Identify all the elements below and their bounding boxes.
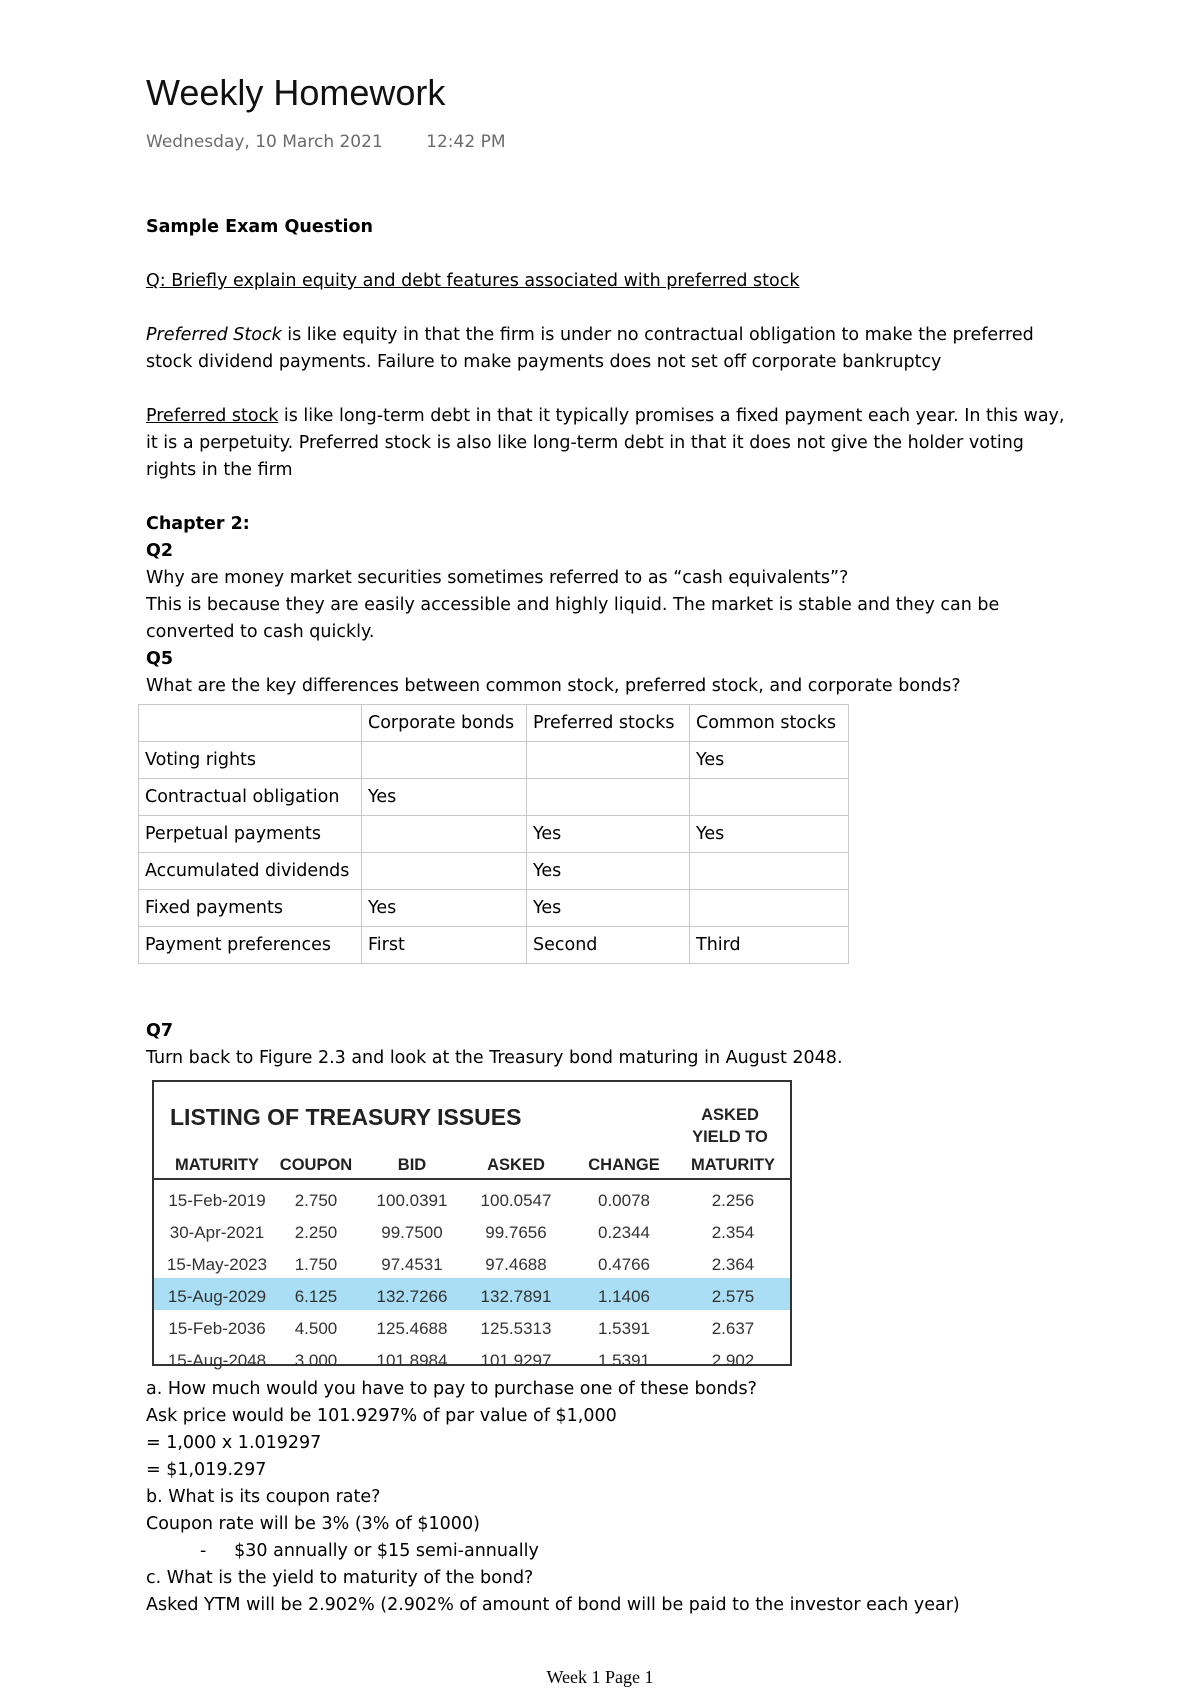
table-cell: 0.0078 — [598, 1191, 650, 1210]
table-cell: 1.5391 — [598, 1319, 650, 1338]
table-cell: 2.902 — [711, 1351, 755, 1370]
asked-yield-header — [682, 1104, 778, 1148]
table-cell: 15-Feb-2036 — [168, 1319, 266, 1338]
table-row — [154, 1342, 790, 1374]
table-row — [139, 742, 849, 779]
table-cell: Second — [527, 927, 690, 964]
table-cell — [362, 816, 527, 853]
asked-yield-line-2: YIELD TO — [692, 1128, 768, 1146]
table-cell: 2.637 — [711, 1319, 755, 1338]
table-cell: Fixed payments — [139, 890, 362, 927]
table-header-cell: Preferred stocks — [527, 705, 690, 742]
table-row — [139, 890, 849, 927]
table-cell: Yes — [527, 816, 690, 853]
table-cell: 97.4688 — [485, 1255, 547, 1274]
q5-question: What are the key differences between common stock, preferred stock, and corporate bonds? — [146, 676, 961, 696]
table-cell — [690, 779, 849, 816]
table-row — [154, 1246, 790, 1278]
table-cell: First — [362, 927, 527, 964]
table-cell: 101.9297 — [480, 1351, 552, 1370]
page-footer: Week 1 Page 1 — [546, 1667, 654, 1687]
sample-paragraph-2 — [146, 403, 1076, 484]
page-time: 12:42 PM — [426, 132, 506, 152]
table-cell: Yes — [690, 816, 849, 853]
table-cell: 1.5391 — [598, 1351, 650, 1370]
answer-b-bullet: - $30 annually or $15 semi-annually — [200, 1541, 539, 1561]
answer-a-line-3: = $1,019.297 — [146, 1460, 267, 1480]
table-cell: 132.7891 — [480, 1287, 552, 1306]
table-cell: Voting rights — [139, 742, 362, 779]
table-cell: 100.0391 — [376, 1191, 448, 1210]
column-header: MATURITY — [174, 1156, 259, 1174]
term-preferred-stock: Preferred Stock — [146, 325, 282, 345]
q7-answers — [146, 1376, 1076, 1619]
q2-label: Q2 — [146, 541, 174, 561]
term-preferred-stock-2: Preferred stock — [146, 406, 279, 426]
page-content — [146, 214, 1076, 1619]
table-cell: 3.000 — [294, 1351, 338, 1370]
column-header: MATURITY — [690, 1156, 775, 1174]
column-header: CHANGE — [588, 1156, 660, 1174]
table-cell: 15-Feb-2019 — [168, 1191, 266, 1210]
table-cell — [527, 742, 690, 779]
answer-a-question: a. How much would you have to pay to purchase one of these bonds? — [146, 1379, 757, 1399]
table-cell: Yes — [527, 890, 690, 927]
table-cell: 101.8984 — [376, 1351, 448, 1370]
table-cell: 2.364 — [711, 1255, 755, 1274]
table-row — [154, 1182, 790, 1214]
table-header-cell: Common stocks — [690, 705, 849, 742]
table-cell: 15-May-2023 — [166, 1255, 268, 1274]
table-cell: 1.750 — [294, 1255, 338, 1274]
asked-yield-line-1: ASKED — [701, 1106, 759, 1124]
answer-a-line-2: = 1,000 x 1.019297 — [146, 1433, 322, 1453]
chapter-heading: Chapter 2: — [146, 514, 250, 534]
page-title: Weekly Homework — [146, 72, 446, 113]
table-cell: 2.250 — [294, 1223, 338, 1242]
table-cell — [690, 853, 849, 890]
answer-a-line-1: Ask price would be 101.9297% of par value of $1,000 — [146, 1406, 617, 1426]
paragraph-2-text: is like long-term debt in that it typically promises a fixed payment each year. In this way, it is a perpetuity. Preferred stock is also like long-term debt in that it does not give the holder voting rights in the firm — [146, 406, 1065, 480]
q5-label: Q5 — [146, 649, 174, 669]
table-cell — [362, 853, 527, 890]
sample-question: Q: Briefly explain equity and debt features associated with preferred stock — [146, 271, 800, 291]
answer-c-line-1: Asked YTM will be 2.902% (2.902% of amount of bond will be paid to the investor each year) — [146, 1595, 960, 1615]
table-cell — [362, 742, 527, 779]
table-cell: 1.1406 — [598, 1287, 650, 1306]
column-header: COUPON — [279, 1156, 353, 1174]
table-row — [139, 927, 849, 964]
paragraph-1-text: is like equity in that the firm is under no contractual obligation to make the preferred stock dividend payments. Failure to make payments does not set off corporate bankruptcy — [146, 325, 1034, 372]
table-cell: Third — [690, 927, 849, 964]
treasury-rows — [154, 1182, 790, 1374]
table-cell: Yes — [527, 853, 690, 890]
table-row — [154, 1214, 790, 1246]
q7-label: Q7 — [146, 1021, 174, 1041]
treasury-listing-figure — [152, 1080, 792, 1370]
table-cell: Yes — [362, 890, 527, 927]
table-header-cell: Corporate bonds — [362, 705, 527, 742]
table-cell: 2.354 — [711, 1223, 755, 1242]
sample-paragraph-1 — [146, 322, 1076, 376]
table-cell: 0.2344 — [598, 1223, 650, 1242]
table-cell: Yes — [690, 742, 849, 779]
table-header-cell — [139, 705, 362, 742]
table-cell: 132.7266 — [376, 1287, 448, 1306]
table-cell: 125.5313 — [480, 1319, 552, 1338]
table-cell: 6.125 — [294, 1287, 338, 1306]
table-row — [154, 1278, 790, 1310]
page-date: Wednesday, 10 March 2021 — [146, 132, 383, 152]
comparison-header-row — [139, 705, 849, 742]
table-cell: 0.4766 — [598, 1255, 650, 1274]
page-meta — [146, 132, 544, 152]
q2-answer: This is because they are easily accessible and highly liquid. The market is stable and they can be converted to cash quickly. — [146, 595, 1000, 642]
table-row — [154, 1310, 790, 1342]
comparison-table — [138, 704, 849, 964]
table-cell: Payment preferences — [139, 927, 362, 964]
table-row — [139, 816, 849, 853]
table-cell — [690, 890, 849, 927]
table-cell: 15-Aug-2048 — [167, 1351, 267, 1370]
table-cell: 30-Apr-2021 — [169, 1223, 265, 1242]
sample-heading: Sample Exam Question — [146, 217, 373, 237]
answer-b-line-1: Coupon rate will be 3% (3% of $1000) — [146, 1514, 480, 1534]
treasury-column-headers — [154, 1152, 790, 1180]
table-cell: 15-Aug-2029 — [167, 1287, 267, 1306]
table-cell: 2.750 — [294, 1191, 338, 1210]
column-header: BID — [397, 1156, 427, 1174]
table-cell: Accumulated dividends — [139, 853, 362, 890]
table-cell: 125.4688 — [376, 1319, 448, 1338]
table-cell: 4.500 — [294, 1319, 338, 1338]
table-cell: 100.0547 — [480, 1191, 552, 1210]
column-header: ASKED — [487, 1156, 545, 1174]
q2-question: Why are money market securities sometimes referred to as “cash equivalents”? — [146, 568, 849, 588]
table-row — [139, 853, 849, 890]
answer-b-question: b. What is its coupon rate? — [146, 1487, 381, 1507]
q7-text: Turn back to Figure 2.3 and look at the Treasury bond maturing in August 2048. — [146, 1048, 843, 1068]
table-row — [139, 779, 849, 816]
answer-c-question: c. What is the yield to maturity of the bond? — [146, 1568, 534, 1588]
table-cell: 99.7656 — [485, 1223, 547, 1242]
table-cell: Yes — [362, 779, 527, 816]
table-cell: Perpetual payments — [139, 816, 362, 853]
table-cell: 97.4531 — [381, 1255, 443, 1274]
table-cell: 2.256 — [711, 1191, 755, 1210]
treasury-title: LISTING OF TREASURY ISSUES — [170, 1104, 522, 1130]
table-cell — [527, 779, 690, 816]
table-cell: 2.575 — [711, 1287, 755, 1306]
table-cell: 99.7500 — [381, 1223, 443, 1242]
table-cell: Contractual obligation — [139, 779, 362, 816]
